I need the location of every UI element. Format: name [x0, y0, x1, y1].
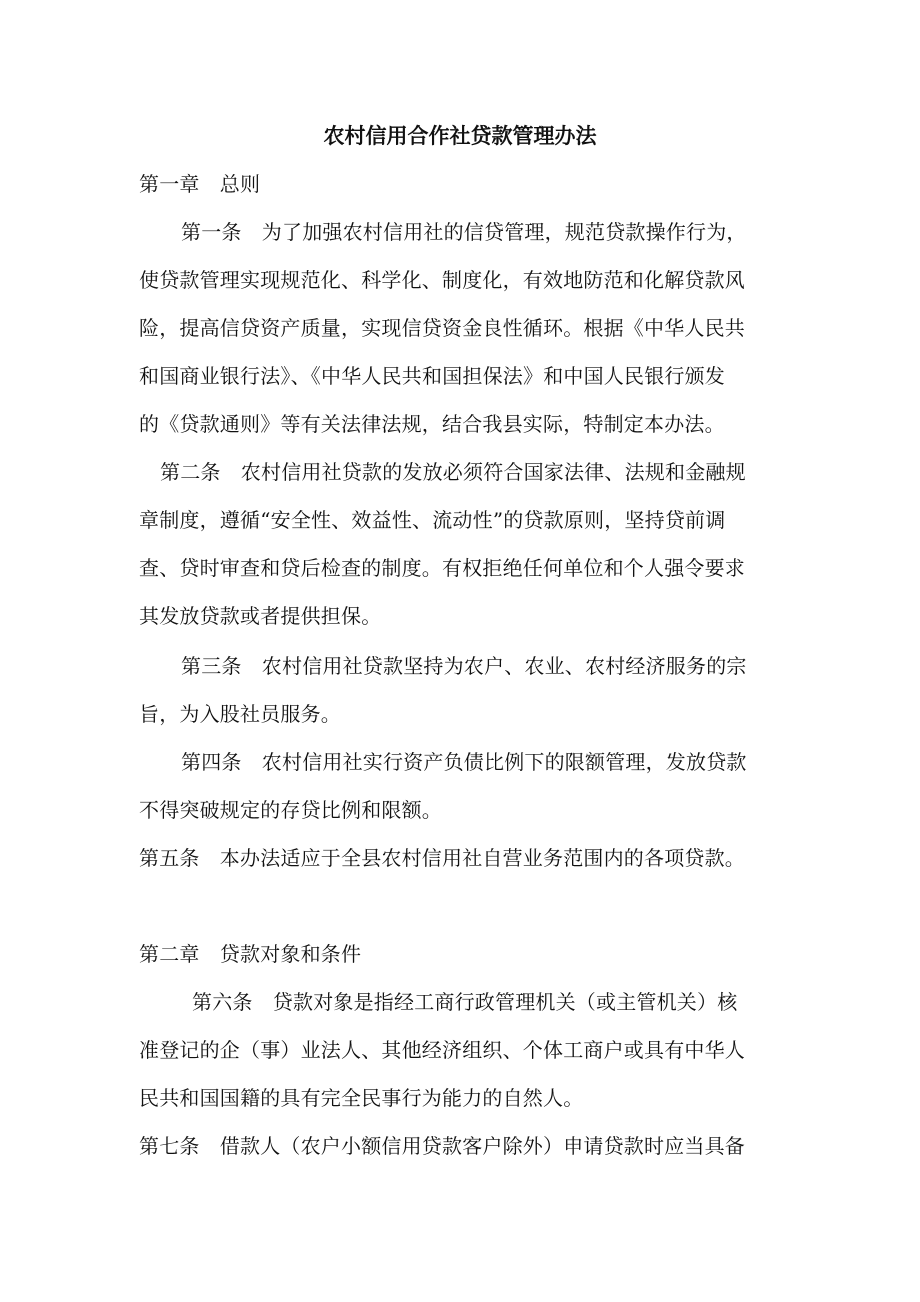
document-title: 农村信用合作社贷款管理办法: [323, 123, 597, 148]
article-1-line-3: 险，提高信贷资产质量，实现信贷资金良性循环。根据《中华人民共: [139, 316, 745, 340]
article-2-line-1: 第二条 农村信用社贷款的发放必须符合国家法律、法规和金融规: [160, 460, 746, 484]
article-1-line-5: 的《贷款通则》等有关法律法规，结合我县实际，特制定本办法。: [139, 412, 725, 436]
article-2-line-4: 其发放贷款或者提供担保。: [139, 604, 382, 628]
article-4-line-1: 第四条 农村信用社实行资产负债比例下的限额管理，发放贷款: [181, 750, 747, 774]
article-3-line-1: 第三条 农村信用社贷款坚持为农户、农业、农村经济服务的宗: [181, 654, 747, 678]
article-3-line-2: 旨，为入股社员服务。: [139, 702, 341, 726]
chapter-heading: 第二章 贷款对象和条件: [139, 942, 362, 966]
article-4-line-2: 不得突破规定的存贷比例和限额。: [139, 798, 442, 822]
article-2-line-2: 章制度，遵循“安全性、效益性、流动性”的贷款原则，坚持贷前调: [139, 508, 726, 532]
article-6-line-2: 准登记的企（事）业法人、其他经济组织、个体工商户或具有中华人: [139, 1038, 745, 1062]
article-6-line-3: 民共和国国籍的具有完全民事行为能力的自然人。: [139, 1086, 584, 1110]
article-5-line-1: 第五条 本办法适应于全县农村信用社自营业务范围内的各项贷款。: [139, 846, 745, 870]
article-1-line-1: 第一条 为了加强农村信用社的信贷管理，规范贷款操作行为，: [181, 220, 747, 244]
article-1-line-2: 使贷款管理实现规范化、科学化、制度化，有效地防范和化解贷款风: [139, 268, 745, 292]
article-1-line-4: 和国商业银行法》、《中华人民共和国担保法》和中国人民银行颁发: [139, 364, 725, 388]
chapter-heading: 第一章 总则: [139, 172, 261, 196]
article-2-line-3: 查、贷时审查和贷后检查的制度。有权拒绝任何单位和个人强令要求: [139, 556, 745, 580]
article-7-line-1: 第七条 借款人（农户小额信用贷款客户除外）申请贷款时应当具备: [139, 1134, 745, 1158]
article-6-line-1: 第六条 贷款对象是指经工商行政管理机关（或主管机关）核: [192, 990, 738, 1014]
